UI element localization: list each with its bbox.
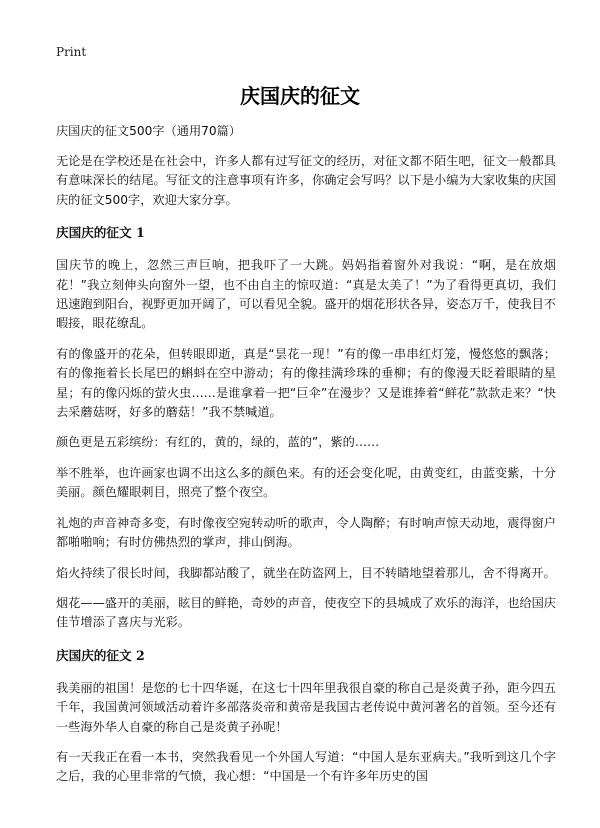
section-heading: 庆国庆的征文 2 xyxy=(56,647,145,663)
section-paragraph: 举不胜举，也许画家也调不出这么多的颜色来。有的还会变化呢，由黄变红，由蓝变紫，十分美丽。颜色耀眼刺目，照亮了整个夜空。 xyxy=(56,465,556,500)
section-paragraph: 我美丽的祖国！是您的七十四华诞，在这七十四年里我很自豪的称自己是炎黄子孙，距今四五千年，我国黄河领域活动着许多部落炎帝和黄帝是我国古老传说中黄河著名的首领。至今还有一些海外华人自豪的称自己是炎黄子孙呢！ xyxy=(56,680,556,734)
section-paragraph: 颜色更是五彩缤纷：有红的，黄的，绿的，蓝的”，紫的…… xyxy=(56,435,380,450)
section-paragraph: 有的像盛开的花朵，但转眼即逝，真是“昙花一现！”有的像一串串红灯笼，慢悠悠的飘落；有的像拖着长长尾巴的蝌蚪在空中游动；有的像挂满珍珠的垂柳；有的像漫天眨着眼睛的星星；有的像闪烁的萤火虫……是谁拿着一把“巨伞”在漫步？又是谁捧着“鲜花”款款走来？“快去采蘑菇呀，好多的蘑菇！”我不禁喊道。 xyxy=(56,346,556,420)
section-paragraph: 国庆节的晚上，忽然三声巨响，把我吓了一大跳。妈妈指着窗外对我说：“啊，是在放烟花！”我立刻伸头向窗外一望，也不由自主的惊叹道：“真是太美了！”为了看得更真切，我们迅速跑到阳台，视野更加开阔了，可以看见全貌。盛开的烟花形状各异，姿态万千，使我目不暇接，眼花缭乱。 xyxy=(56,258,556,331)
intro-paragraph: 无论是在学校还是在社会中，许多人都有过写征文的经历，对征文都不陌生吧，征文一般都具有意味深长的结尾。写征文的注意事项有许多，你确定会写吗？以下是小编为大家收集的庆国庆的征文500字，欢迎大家分享。 xyxy=(56,154,556,207)
page-title: 庆国庆的征文 xyxy=(240,84,360,108)
section-heading: 庆国庆的征文 1 xyxy=(56,225,145,241)
document-subtitle: 庆国庆的征文500字（通用70篇） xyxy=(56,124,242,138)
section-paragraph: 有一天我正在看一本书，突然我看见一个外国人写道：“中国人是东亚病夫。”我听到这几个字之后，我的心里非常的气愤，我心想：“中国是一个有许多年历史的国 xyxy=(56,749,556,784)
section-paragraph: 烟花——盛开的美丽，眩目的鲜艳，奇妙的声音，使夜空下的县城成了欢乐的海洋，也给国庆佳节增添了喜庆与光彩。 xyxy=(56,595,556,630)
section-paragraph: 礼炮的声音神奇多变，有时像夜空宛转动听的歌声，令人陶醉；有时响声惊天动地，震得窗户都啪啪响；有时仿佛热烈的掌声，排山倒海。 xyxy=(56,515,556,550)
document-body xyxy=(56,122,556,798)
section-paragraph: 焰火持续了很长时间，我脚都站酸了，就坐在防盗网上，目不转睛地望着那儿，舍不得离开。 xyxy=(56,565,556,580)
print-link[interactable]: Print xyxy=(56,45,87,59)
